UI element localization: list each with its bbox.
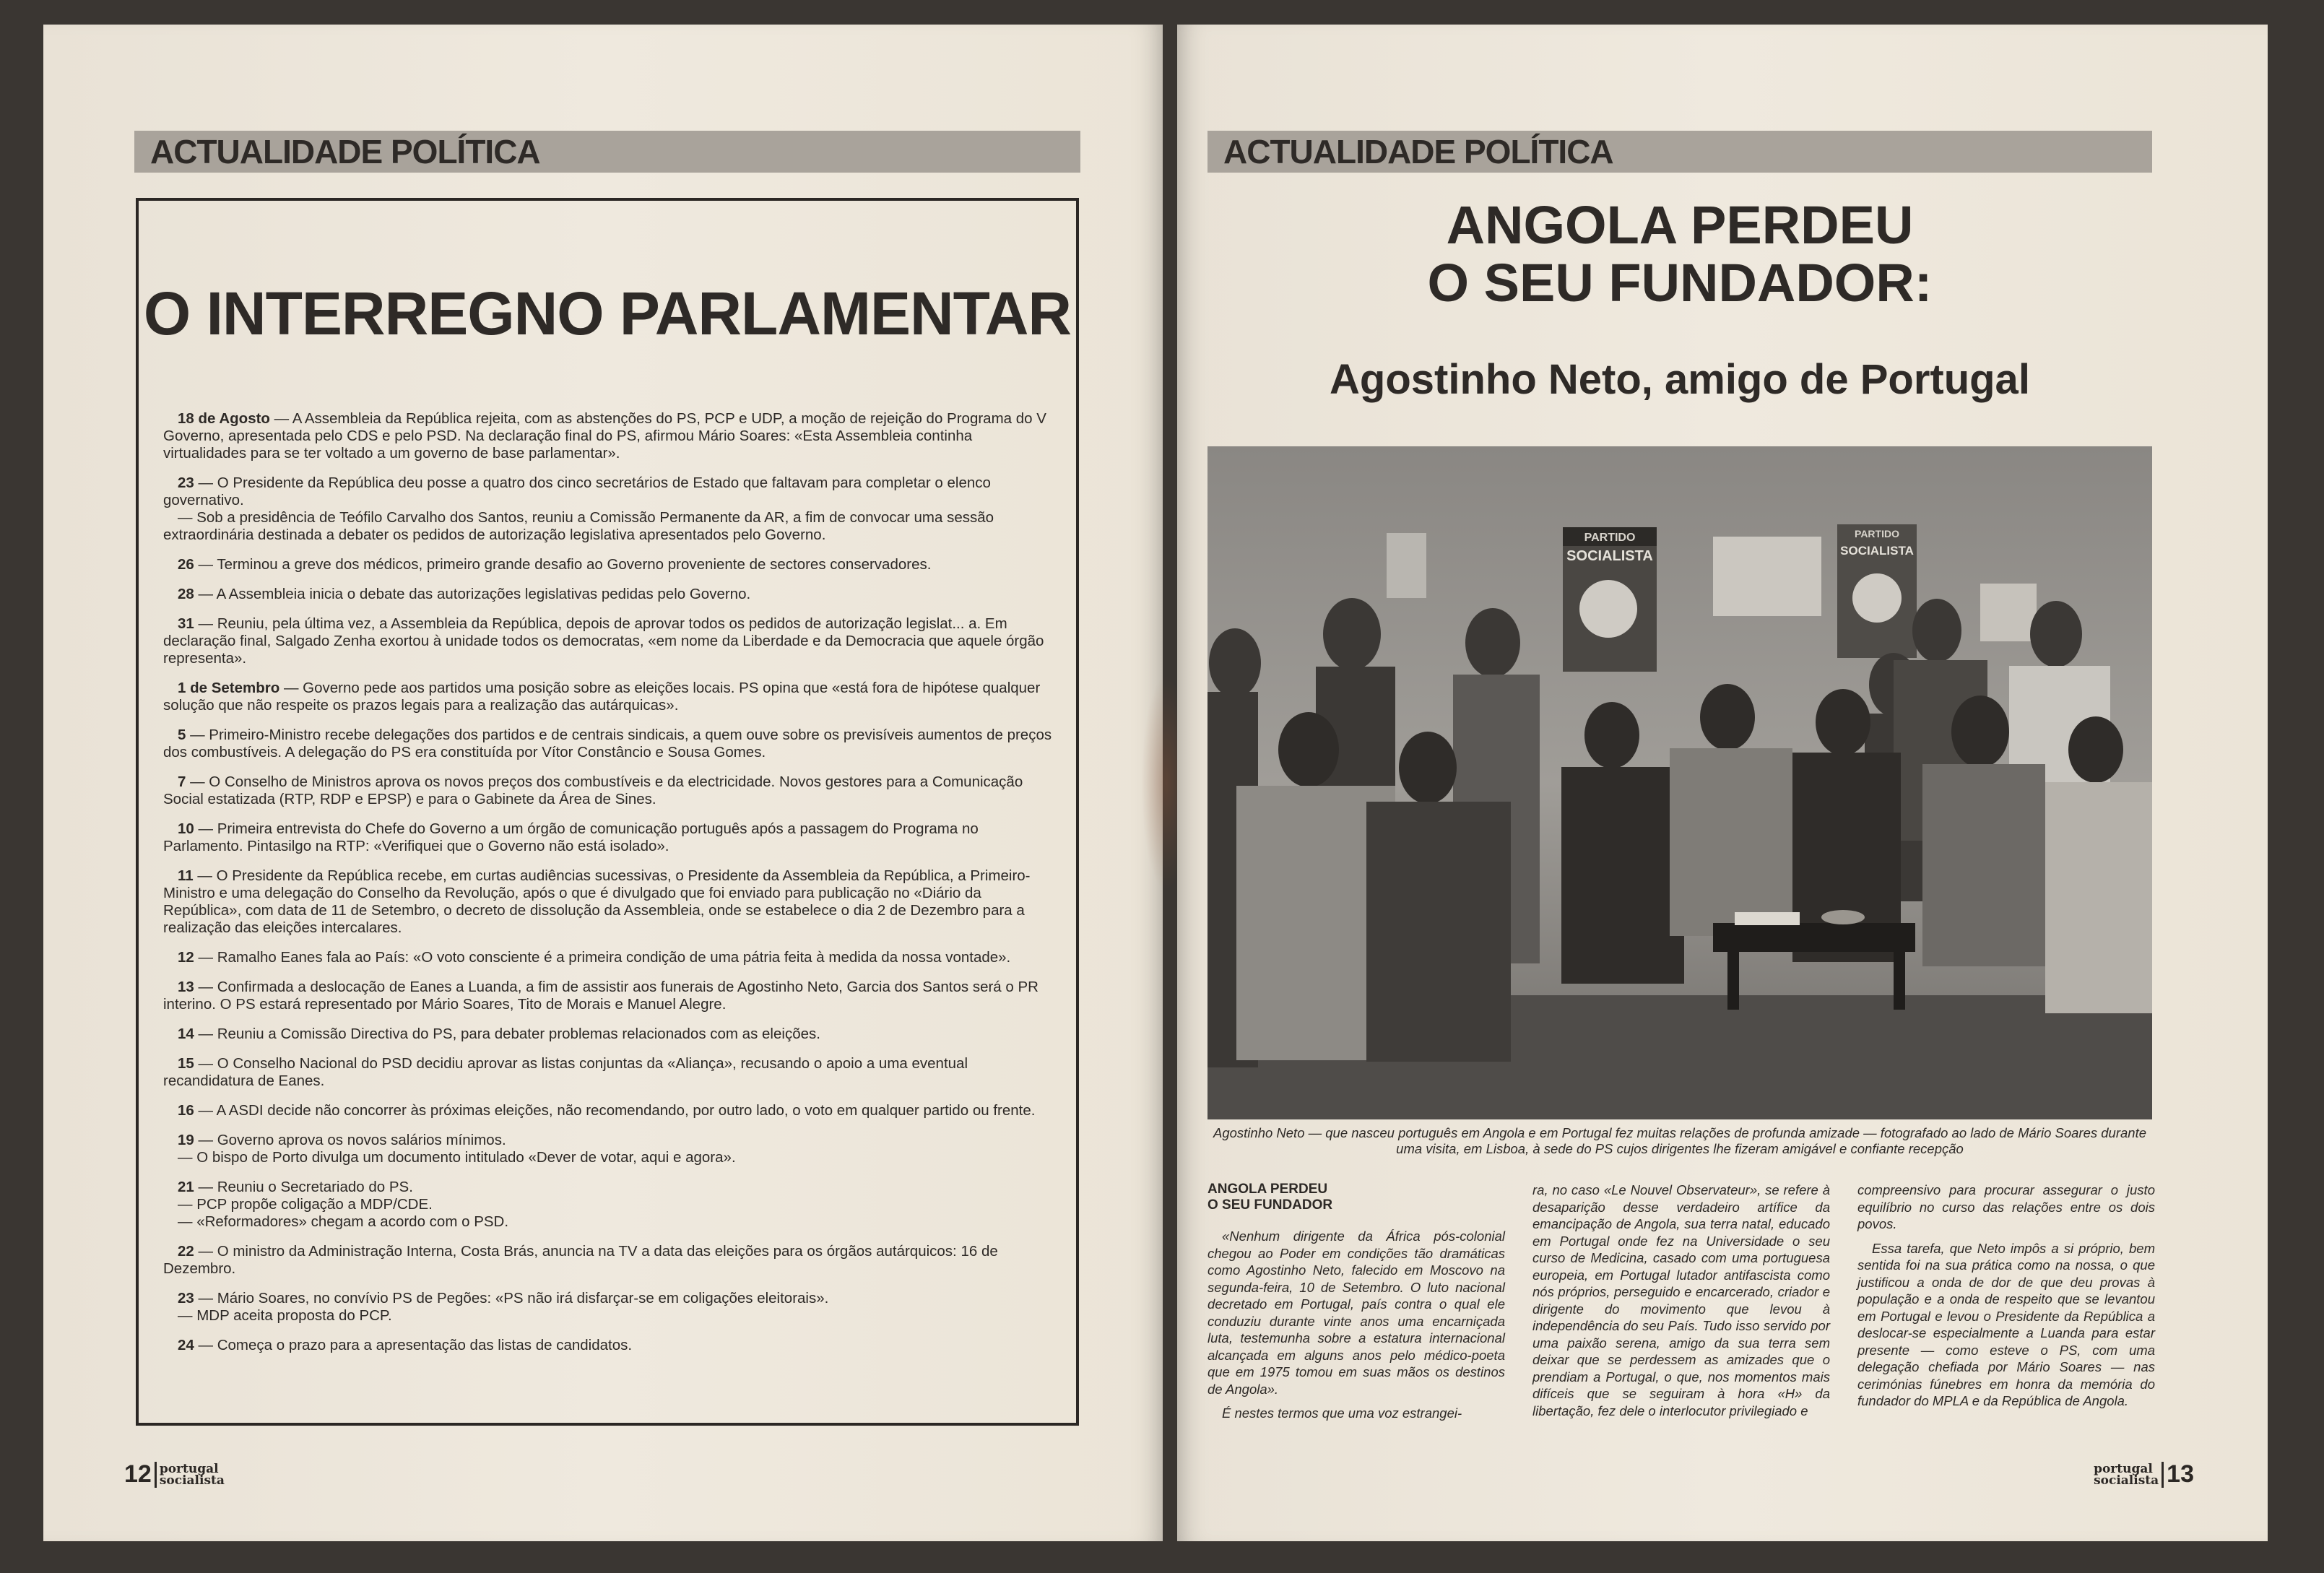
logo-line-1: portugal [2094, 1461, 2153, 1476]
entry-text: — Sob a presidência de Teófilo Carvalho dos Santos, reuniu a Comissão Permanente da AR, a fim de convocar uma sessão extraordinária destinada a debater os pedidos de autorização legislativa apresentados pelo Governo. [163, 509, 994, 543]
chronology-entry [163, 680, 1053, 714]
article-heading-line-2: O SEU FUNDADOR [1207, 1197, 1333, 1213]
entry-date: 18 de Agosto [178, 410, 270, 427]
poster-text: SOCIALISTA [1566, 548, 1653, 564]
chronology-entry [163, 1026, 1053, 1043]
chronology-entry [163, 1337, 1053, 1354]
page-headline: O INTERREGNO PARLAMENTAR [143, 280, 1072, 347]
page-number: 12 [124, 1460, 152, 1488]
chronology-box [136, 198, 1079, 1426]
article-column-1 [1207, 1182, 1505, 1429]
article-paragraph: compreensivo para procurar assegurar o justo equilíbrio no curso das relações entre os dois povos. [1857, 1182, 2155, 1231]
chronology-entry [163, 1132, 1053, 1149]
chronology-entry [163, 820, 1053, 855]
article-paragraph: Essa tarefa, que Neto impôs a si próprio, bem sentida foi na sua prática como na nossa, o que justificou a onda de dor de que deu provas à população e a onda de respeito que se levantou em Portugal e levou o Presidente da República a deslocar-se especialmente a Luanda para estar presente — como esteve o PS, com uma delegação chefiada por Mário Soares — nas cerimónias fúnebres em honra da memória do fundador do MPLA e da República de Angola. [1857, 1240, 2155, 1408]
entry-text: — A Assembleia da República rejeita, com as abstenções do PS, PCP e UDP, a moção de rejeição do Programa do V Governo, apresentada pelo CDS e pelo PSD. Na declaração final do PS, afirmou Mário Soares: «Esta Assembleia continha virtualidades para se ter voltado a um governo de base parlamentar». [163, 410, 1046, 462]
page-headline [1207, 196, 2152, 312]
publication-logo [2094, 1463, 2159, 1486]
chronology-entry [163, 586, 1053, 603]
folio [2094, 1460, 2194, 1488]
entry-date: 16 [178, 1102, 194, 1119]
article-paragraph: É nestes termos que uma voz estrangei- [1222, 1405, 1462, 1421]
chronology-list [163, 410, 1053, 1366]
entry-date: 23 [178, 474, 194, 491]
page-number: 13 [2167, 1460, 2194, 1488]
entry-date: 19 [178, 1132, 194, 1148]
publication-logo [160, 1463, 225, 1486]
entry-text: — Ramalho Eanes fala ao País: «O voto consciente é a primeira condição de uma pátria feita à medida da nossa vontade». [194, 949, 1011, 966]
left-page [43, 25, 1163, 1541]
entry-text: — A Assembleia inicia o debate das autorizações legislativas pedidas pelo Governo. [194, 586, 751, 602]
entry-text: — Reuniu, pela última vez, a Assembleia da República, depois de aprovar todos os pedidos de autorização legislat... a. Em declaração final, Salgado Zenha exortou à unidade todos os democratas, «em nome da Liberdade e da Democracia que aquele órgão representa». [163, 615, 1044, 667]
section-label: ACTUALIDADE POLÍTICA [1207, 131, 2152, 173]
chronology-entry [163, 979, 1053, 1013]
folio [124, 1460, 225, 1488]
entry-date: 7 [178, 774, 186, 790]
article-paragraph: ra, no caso «Le Nouvel Observateur», se refere à desaparição desse verdadeiro artífice da emancipação de Angola, sua terra natal, educado em Portugal onde fez na Universidade o seu curso de Medicina, casado com uma portuguesa europeia, em Portugal lutador antifascista como nós próprios, perseguido e encarcerado, criador e dirigente do movimento que levou à independência do seu País. Tudo isso servido por uma paixão serena, amigo da sua terra sem deixar que se perdessem as amizades que o prendiam a Portugal, o que, nos momentos mais difíceis que se seguiram à hora «H» da libertação, fez dele o interlocutor privilegiado e [1532, 1182, 1830, 1418]
chronology-entry [163, 1179, 1053, 1196]
entry-date: 31 [178, 615, 194, 632]
entry-text: — Primeiro-Ministro recebe delegações dos partidos e de centrais sindicais, a quem ouve sobre os previsíveis aumentos de preços dos combustíveis. A delegação do PS era constituída por Vítor Constâncio e Sousa Gomes. [163, 727, 1052, 760]
article-column-2 [1532, 1182, 1830, 1426]
entry-text: — O Conselho Nacional do PSD decidiu aprovar as listas conjuntas da «Aliança», recusando o apoio a uma eventual recandidatura de Eanes. [163, 1055, 968, 1089]
article-column-3 [1857, 1182, 2155, 1417]
article-heading-line-1: ANGOLA PERDEU [1207, 1182, 1328, 1197]
entry-text: — Terminou a greve dos médicos, primeiro grande desafio ao Governo proveniente de sectores conservadores. [194, 556, 932, 573]
entry-date: 15 [178, 1055, 194, 1072]
entry-text: — O Presidente da República deu posse a quatro dos cinco secretários de Estado que faltavam para completar o elenco governativo. [163, 474, 991, 508]
section-label: ACTUALIDADE POLÍTICA [134, 131, 1080, 173]
entry-text: — O Conselho de Ministros aprova os novos preços dos combustíveis e da electricidade. Novos gestores para a Comunicação Social estatizada (RTP, RDP e EPSP) e para o Gabinete da Área de Sines. [163, 774, 1023, 807]
chronology-entry [163, 1196, 1053, 1213]
entry-text: — O ministro da Administração Interna, Costa Brás, anuncia na TV a data das eleições para os órgãos autárquicos: 16 de Dezembro. [163, 1243, 998, 1277]
chronology-entry [163, 1243, 1053, 1278]
entry-text: — Governo pede aos partidos uma posição sobre as eleições locais. PS opina que «está fora de hipótese qualquer solução que não respeite os prazos legais para a realização das autárquicas». [163, 680, 1041, 714]
entry-date: 21 [178, 1179, 194, 1195]
entry-date: 13 [178, 979, 194, 995]
photo-caption: Agostinho Neto — que nasceu português em Angola e em Portugal fez muitas relações de profunda amizade — fotografado ao lado de Mário Soares durante uma visita, em Lisboa, à sede do PS cujos dirigentes lhe fizeram amigável e confiante recepção [1213, 1125, 2147, 1156]
poster-text: PARTIDO [1855, 528, 1899, 540]
entry-text: — «Reformadores» chegam a acordo com o PSD. [178, 1213, 509, 1230]
entry-text: — Primeira entrevista do Chefe do Governo a um órgão de comunicação português após a passagem do Programa no Parlamento. Pintasilgo na RTP: «Verifiquei que o Governo não está isolado». [163, 820, 979, 854]
magazine-spread [43, 25, 2268, 1541]
entry-date: 24 [178, 1337, 194, 1353]
folio-divider [155, 1462, 157, 1488]
logo-line-2: socialista [2094, 1473, 2159, 1488]
chronology-entry [163, 949, 1053, 966]
chronology-entry [163, 509, 1053, 544]
article-paragraph: «Nenhum dirigente da África pós-colonial chegou ao Poder em condições tão dramáticas como Agostinho Neto, falecido em Moscovo na segunda-feira, 10 de Setembro. O luto nacional decretado em Portugal, país contra o qual ele conduziu durante vinte anos uma encarniçada luta, testemunha sobre a estatura internacional alcançada em alguns anos pelo médico-poeta que em 1975 tomou em suas mãos os destinos de Angola». [1207, 1228, 1505, 1397]
entry-date: 10 [178, 820, 194, 837]
folio-divider [2162, 1462, 2164, 1488]
entry-text: — Começa o prazo para a apresentação das listas de candidatos. [194, 1337, 633, 1353]
entry-text: — Mário Soares, no convívio PS de Pegões: «PS não irá disfarçar-se em coligações eleitorais». [194, 1290, 829, 1306]
logo-line-1: portugal [159, 1461, 219, 1476]
chronology-entry [163, 1102, 1053, 1119]
entry-text: — Confirmada a deslocação de Eanes a Luanda, a fim de assistir aos funerais de Agostinho Neto, Garcia dos Santos será o PR interino. O PS estará representado por Mário Soares, Tito de Morais e Manuel Alegre. [163, 979, 1039, 1013]
entry-text: — PCP propõe coligação a MDP/CDE. [178, 1196, 433, 1213]
entry-text: — O bispo de Porto divulga um documento intitulado «Dever de votar, aqui e agora». [178, 1149, 736, 1166]
poster-text: SOCIALISTA [1840, 544, 1914, 558]
entry-text: — O Presidente da República recebe, em curtas audiências sucessivas, o Presidente da Assembleia da República, a Primeiro-Ministro e uma delegação do Conselho da Revolução, após o que é divulgado que foi enviado para publicação no «Diário da República», com data de 11 de Setembro, o decreto de dissolução da Assembleia, onde se estabelece o dia 2 de Dezembro para a realização das eleições intercalares. [163, 867, 1031, 936]
entry-date: 28 [178, 586, 194, 602]
headline-line-1: ANGOLA PERDEU [1446, 195, 1914, 255]
chronology-entry [163, 556, 1053, 573]
chronology-entry [163, 410, 1053, 462]
logo-line-2: socialista [159, 1473, 225, 1488]
entry-date: 23 [178, 1290, 194, 1306]
chronology-entry [163, 867, 1053, 937]
chronology-entry [163, 1055, 1053, 1090]
chronology-entry [163, 1213, 1053, 1231]
headline-line-2: O SEU FUNDADOR: [1427, 253, 1933, 313]
entry-date: 22 [178, 1243, 194, 1260]
entry-text: — Reuniu a Comissão Directiva do PS, para debater problemas relacionados com as eleições. [194, 1026, 820, 1042]
chronology-entry [163, 1290, 1053, 1307]
entry-text: — Reuniu o Secretariado do PS. [194, 1179, 413, 1195]
page-subtitle: Agostinho Neto, amigo de Portugal [1330, 356, 2030, 403]
chronology-entry [163, 1149, 1053, 1166]
entry-date: 11 [178, 867, 194, 884]
chronology-entry [163, 774, 1053, 808]
entry-date: 26 [178, 556, 194, 573]
entry-date: 14 [178, 1026, 194, 1042]
chronology-entry [163, 727, 1053, 761]
chronology-entry [163, 1307, 1053, 1325]
entry-text: — Governo aprova os novos salários mínimos. [194, 1132, 506, 1148]
entry-date: 1 de Setembro [178, 680, 280, 696]
article-heading [1207, 1182, 1505, 1213]
entry-date: 12 [178, 949, 194, 966]
entry-text: — MDP aceita proposta do PCP. [178, 1307, 392, 1324]
poster-text: PARTIDO [1584, 532, 1636, 544]
entry-text: — A ASDI decide não concorrer às próximas eleições, não recomendando, por outro lado, o voto em qualquer partido ou frente. [194, 1102, 1036, 1119]
chronology-entry [163, 615, 1053, 667]
entry-date: 5 [178, 727, 186, 743]
right-page [1177, 25, 2268, 1541]
chronology-entry [163, 474, 1053, 509]
group-photograph [1207, 446, 2152, 1119]
